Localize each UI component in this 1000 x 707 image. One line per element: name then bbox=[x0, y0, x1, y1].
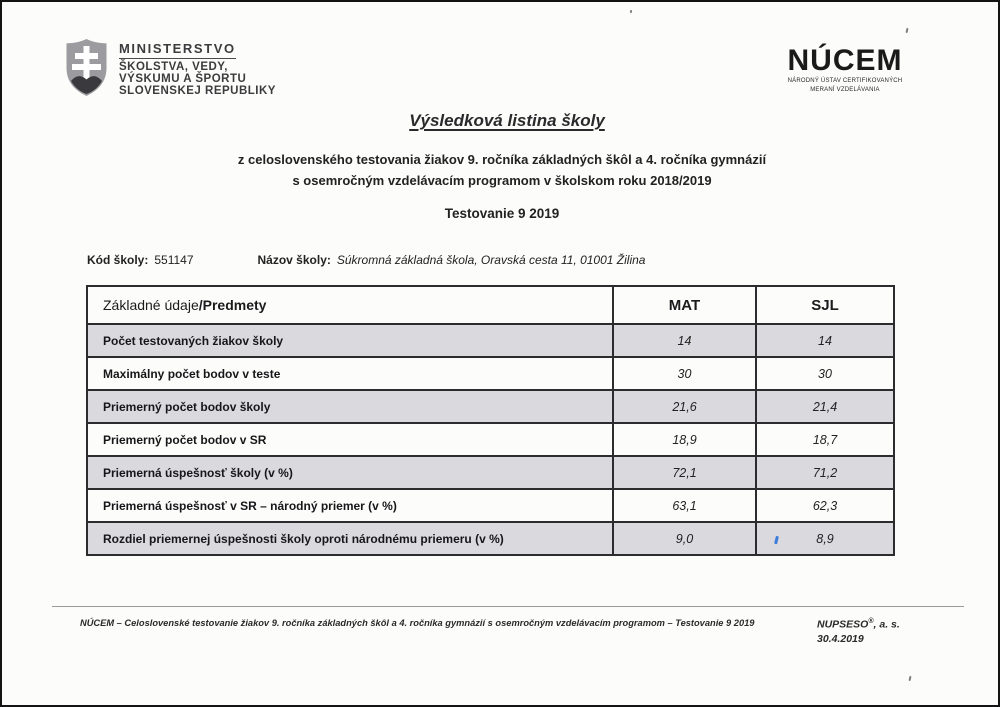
school-code-value: 551147 bbox=[154, 253, 194, 267]
test-name: Testovanie 9 2019 bbox=[444, 206, 560, 221]
table-row bbox=[87, 324, 894, 357]
row-label: Priemerný počet bodov školy bbox=[87, 390, 613, 423]
registered-trademark-icon: ® bbox=[868, 618, 874, 625]
school-code-label: Kód školy: bbox=[87, 253, 149, 267]
ministry-name-line3: VÝSKUMU A ŠPORTU bbox=[119, 73, 247, 85]
scan-speck bbox=[909, 676, 912, 681]
row-sjl-value: 8,9 bbox=[756, 522, 894, 555]
results-table bbox=[86, 285, 895, 556]
table-row bbox=[87, 357, 894, 390]
ministry-name bbox=[119, 38, 276, 98]
ministry-name-line1: MINISTERSTVO bbox=[119, 41, 236, 59]
row-mat-value: 72,1 bbox=[613, 456, 756, 489]
footer-company-suffix: , a. s. bbox=[873, 618, 900, 631]
scan-speck bbox=[906, 28, 909, 33]
footer-company: NUPSESO bbox=[817, 618, 869, 631]
table-row bbox=[87, 522, 894, 555]
row-label: Priemerná úspešnosť v SR – národný priemer (v %) bbox=[87, 489, 613, 522]
document-title: Výsledková listina školy bbox=[409, 111, 605, 130]
row-label: Priemerná úspešnosť školy (v %) bbox=[87, 456, 613, 489]
header-sjl: SJL bbox=[756, 286, 894, 324]
footer-note: NÚCEM – Celoslovenské testovanie žiakov 9. ročníka základných škôl a 4. ročníka gymnázií s osemročným vzdelávacím programom – Testovanie 9 2019 bbox=[80, 618, 755, 628]
row-sjl-value: 62,3 bbox=[756, 489, 894, 522]
ministry-logo bbox=[64, 38, 276, 98]
table-row bbox=[87, 423, 894, 456]
row-label: Maximálny počet bodov v teste bbox=[87, 357, 613, 390]
nucem-caption-line2: MERANÍ VZDELÁVANIA bbox=[810, 87, 880, 93]
header-basic-data-bold: /Predmety bbox=[198, 297, 267, 313]
header-basic-data-regular: Základné údaje bbox=[103, 297, 199, 313]
document-subtitle-line1: z celoslovenského testovania žiakov 9. ročníka základných škôl a 4. ročníka gymnázií bbox=[237, 152, 767, 167]
nucem-caption-line1: NÁRODNÝ ÚSTAV CERTIFIKOVANÝCH bbox=[787, 78, 903, 84]
table-row bbox=[87, 390, 894, 423]
row-label: Rozdiel priemernej úspešnosti školy oproti národnému priemeru (v %) bbox=[87, 522, 613, 555]
row-mat-value: 21,6 bbox=[613, 390, 756, 423]
ministry-name-line4: SLOVENSKEJ REPUBLIKY bbox=[119, 85, 276, 97]
footer-publisher bbox=[817, 615, 900, 646]
row-mat-value: 9,0 bbox=[613, 522, 756, 555]
table-row bbox=[87, 456, 894, 489]
school-info-line bbox=[87, 253, 645, 267]
header-mat: MAT bbox=[613, 286, 756, 324]
header-basic-data bbox=[87, 286, 613, 324]
nucem-logo bbox=[785, 46, 905, 94]
row-sjl-value: 14 bbox=[756, 324, 894, 357]
ministry-name-line2: ŠKOLSTVA, VEDY, bbox=[119, 61, 228, 73]
row-label: Počet testovaných žiakov školy bbox=[87, 324, 613, 357]
nucem-logo-text: NÚCEM bbox=[787, 44, 903, 77]
table-row bbox=[87, 489, 894, 522]
row-mat-value: 14 bbox=[613, 324, 756, 357]
row-sjl-value: 71,2 bbox=[756, 456, 894, 489]
row-mat-value: 18,9 bbox=[613, 423, 756, 456]
footer-divider bbox=[52, 606, 964, 607]
slovak-coat-of-arms-icon bbox=[64, 38, 109, 98]
school-name-value: Súkromná základná škola, Oravská cesta 11, 01001 Žilina bbox=[336, 253, 646, 267]
table-header-row bbox=[87, 286, 894, 324]
row-sjl-value: 21,4 bbox=[756, 390, 894, 423]
row-label: Priemerný počet bodov v SR bbox=[87, 423, 613, 456]
document-subtitle-line2: s osemročným vzdelávacím programom v školskom roku 2018/2019 bbox=[292, 173, 712, 188]
footer-company-line bbox=[817, 615, 900, 632]
row-sjl-value: 18,7 bbox=[756, 423, 894, 456]
scan-speck bbox=[630, 10, 633, 13]
row-mat-value: 63,1 bbox=[613, 489, 756, 522]
footer-date: 30.4.2019 bbox=[817, 632, 864, 645]
row-mat-value: 30 bbox=[613, 357, 756, 390]
row-sjl-value: 30 bbox=[756, 357, 894, 390]
school-name-label: Názov školy: bbox=[257, 253, 331, 267]
